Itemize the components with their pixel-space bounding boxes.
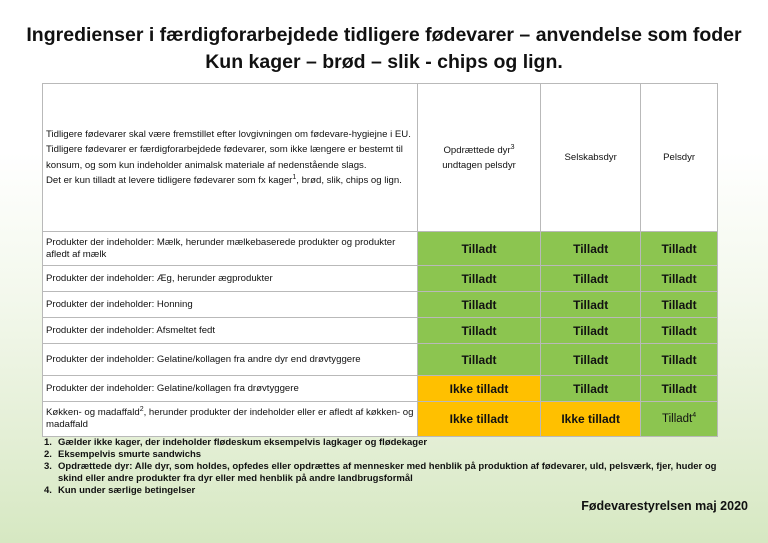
status-cell: Tilladt (641, 318, 718, 344)
table-row (43, 266, 718, 292)
row-label: Produkter der indeholder: Honning (43, 292, 418, 318)
status-cell: Tilladt (541, 266, 641, 292)
status-cell: Tilladt (417, 292, 540, 318)
footnote-item: 3. Opdrættede dyr: Alle dyr, som holdes, opfedes eller opdrættes af mennesker med henblik på produktion af fødevarer, uld, pelsværk, fjer, huder og skind eller andre produkter fra dyr eller med henblik på andre landbrugsformål (44, 461, 717, 484)
status-cell: Tilladt (641, 376, 718, 402)
status-cell: Tilladt$^4$ (641, 402, 718, 437)
intro-text (43, 84, 418, 232)
status-cell: Tilladt (417, 318, 540, 344)
row-label: Produkter der indeholder: Æg, herunder ægprodukter (43, 266, 418, 292)
status-cell: Tilladt (541, 318, 641, 344)
status-cell: Tilladt (541, 344, 641, 376)
intro-paragraph: Tidligere fødevarer skal være fremstillet efter lovgivningen om fødevare-hygiejne i EU. (46, 128, 411, 140)
status-cell: Ikke tilladt (417, 402, 540, 437)
table-row (43, 292, 718, 318)
row-label: Produkter der indeholder: Gelatine/kollagen fra andre dyr end drøvtyggere (43, 344, 418, 376)
column-header-fur-animals: Pelsdyr (641, 84, 718, 232)
table-header-row (43, 84, 718, 232)
title-line-1: Ingredienser i færdigforarbejdede tidligere fødevarer – anvendelse som foder (26, 24, 742, 46)
intro-paragraph: Tidligere fødevarer er færdigforarbejdede fødevarer, som ikke længere er bestemt til konsum, og som kun indeholder animalsk materiale af nedenstående slags. (46, 144, 403, 171)
table-row (43, 232, 718, 266)
footnote-item: 4. Kun under særlige betingelser (44, 485, 196, 496)
column-header-pets: Selskabsdyr (541, 84, 641, 232)
status-cell: Tilladt (641, 266, 718, 292)
feed-permission-table (42, 83, 718, 437)
title-line-2: Kun kager – brød – slik - chips og lign. (205, 51, 563, 73)
source-credit: Fødevarestyrelsen maj 2020 (581, 499, 748, 513)
status-cell: Tilladt (541, 232, 641, 266)
column-header-farmed-animals: Opdrættede dyr$^3$ undtagen pelsdyr (417, 84, 540, 232)
status-cell: Tilladt (641, 232, 718, 266)
status-cell: Tilladt (417, 344, 540, 376)
row-label: Produkter der indeholder: Afsmeltet fedt (43, 318, 418, 344)
table-row (43, 376, 718, 402)
row-label: Produkter der indeholder: Gelatine/kollagen fra drøvtyggere (43, 376, 418, 402)
row-label: Produkter der indeholder: Mælk, herunder mælkebaserede produkter og produkter afledt af mælk (43, 232, 418, 266)
footnote-item: 2. Eksempelvis smurte sandwichs (44, 449, 202, 460)
status-cell: Tilladt (641, 344, 718, 376)
status-cell: Ikke tilladt (541, 402, 641, 437)
table-row (43, 344, 718, 376)
footnotes (42, 437, 732, 497)
status-cell: Tilladt (417, 266, 540, 292)
row-label: Køkken- og madaffald$^2$, herunder produkter der indeholder eller er afledt af køkken- og madaffald (43, 402, 418, 437)
status-cell: Tilladt (641, 292, 718, 318)
table-row (43, 402, 718, 437)
intro-paragraph: Det er kun tilladt at levere tidligere fødevarer som fx kager$^1$, brød, slik, chips og lign. (46, 173, 402, 186)
table-row (43, 318, 718, 344)
status-cell: Ikke tilladt (417, 376, 540, 402)
status-cell: Tilladt (417, 232, 540, 266)
status-cell: Tilladt (541, 292, 641, 318)
page-title (0, 22, 768, 76)
status-cell: Tilladt (541, 376, 641, 402)
footnote-item: 1. Gælder ikke kager, der indeholder flødeskum eksempelvis lagkager og flødekager (44, 437, 428, 448)
